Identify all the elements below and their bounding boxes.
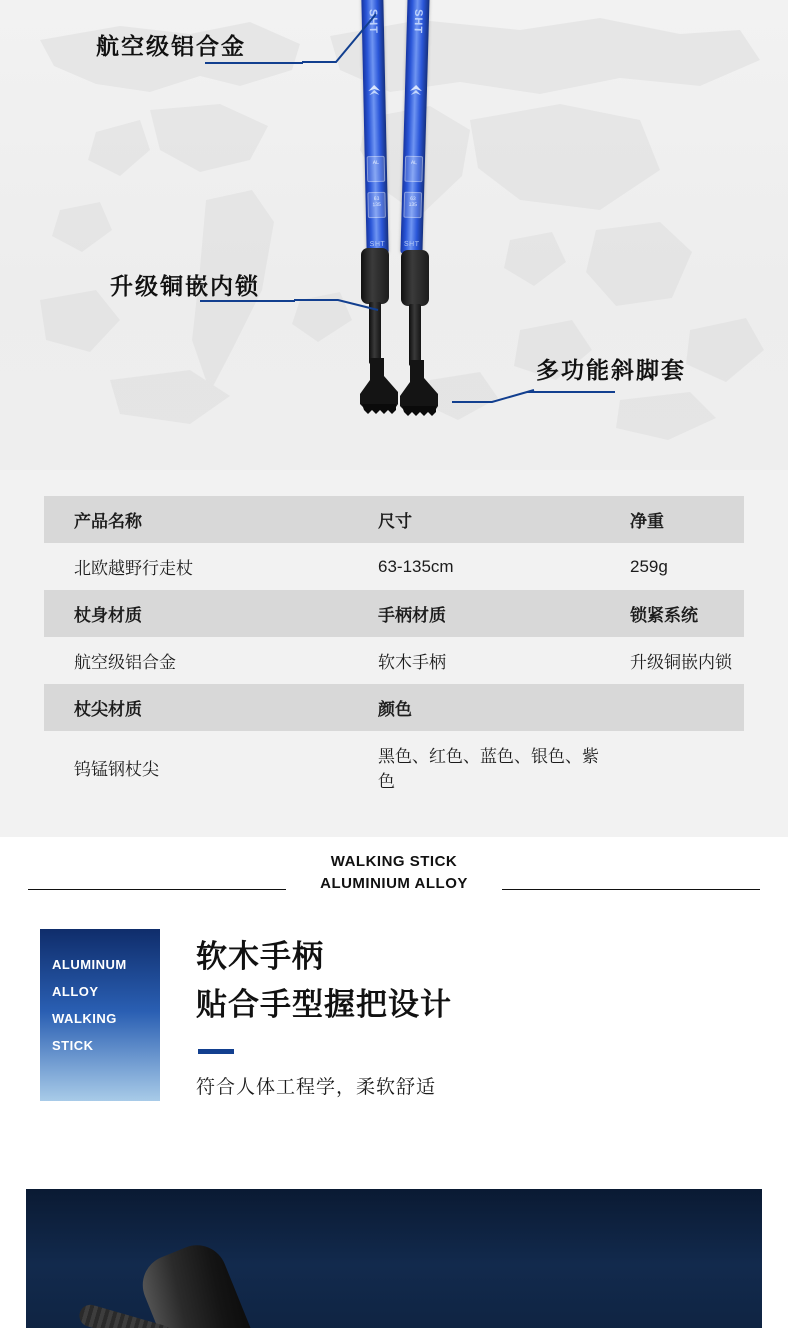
- spec-header-cell: [608, 684, 744, 731]
- pole-sticker-upper: AL: [367, 156, 386, 182]
- specs-section: [0, 470, 788, 837]
- pole-brand-label: SHT: [366, 8, 380, 35]
- pole-brand-label-2: SHT: [411, 8, 425, 35]
- spec-value-cell: 259g: [630, 556, 668, 576]
- callout-connector-1: [300, 6, 380, 68]
- swatch-line-4: STICK: [52, 1038, 94, 1053]
- spec-header-cell: 杖身材质: [44, 590, 354, 637]
- spec-header-cell: 产品名称: [44, 496, 354, 543]
- spec-value-cell: 钨锰钢杖尖: [74, 759, 159, 779]
- callout-connector-2: [292, 284, 382, 318]
- bird-icon-2: [409, 82, 423, 100]
- spec-header-cell: 手柄材质: [354, 590, 608, 637]
- table-row: [44, 590, 744, 637]
- callout-line-2: [200, 300, 295, 302]
- spec-header-cell: 净重: [608, 496, 744, 543]
- callout-aluminum-alloy: 航空级铝合金: [96, 33, 246, 59]
- section-subtitle: 符合人体工程学，柔软舒适: [196, 1077, 437, 1098]
- section-heading-line1: 软木手柄: [196, 939, 324, 974]
- rubber-foot-right: [394, 360, 442, 416]
- swatch-line-1: ALUMINUM: [52, 957, 127, 972]
- pole-sticker-lower-2: 63 135: [403, 192, 422, 218]
- english-title-line2: ALUMINIUM ALLOY: [320, 875, 468, 892]
- cork-handle-section: [0, 837, 788, 1167]
- spec-header-cell: 尺寸: [354, 496, 608, 543]
- spec-value-cell: 63-135cm: [378, 556, 454, 576]
- spec-value-cell: 北欧越野行走杖: [74, 559, 193, 578]
- callout-multi-foot: 多功能斜脚套: [536, 357, 686, 383]
- handle-photo: [26, 1189, 762, 1328]
- spec-header-cell: 颜色: [354, 684, 608, 731]
- spec-header-cell: 杖尖材质: [44, 684, 354, 731]
- accent-bar: [198, 1049, 234, 1054]
- divider-right: [502, 889, 760, 890]
- spec-value-cell: 软木手柄: [378, 653, 446, 672]
- section-heading-line2: 贴合手型握把设计: [196, 987, 452, 1022]
- callout-line-3: [527, 391, 615, 393]
- table-row: [44, 637, 744, 684]
- hero-section: [0, 0, 788, 470]
- lock-mechanism-right: [401, 250, 429, 306]
- pole-right: [400, 0, 429, 254]
- gradient-swatch: [40, 929, 160, 1101]
- spec-value-cell: [608, 731, 744, 803]
- table-row: [44, 496, 744, 543]
- table-row: [44, 731, 744, 803]
- pole-tip-mark-2: SHT: [403, 240, 420, 249]
- swatch-line-3: WALKING: [52, 1011, 117, 1026]
- cork-grip-image: [134, 1208, 339, 1328]
- pole-sticker-upper-2: AL: [404, 156, 423, 182]
- spec-value-cell: 黑色、红色、蓝色、银色、紫色: [378, 747, 599, 791]
- spec-table: [44, 496, 744, 803]
- pole-sticker-lower: 63 135: [367, 192, 386, 218]
- lower-shaft-right: [409, 304, 421, 366]
- table-row: [44, 543, 744, 590]
- spec-value-cell: 升级铜嵌内锁: [630, 653, 732, 672]
- bird-icon: [367, 82, 381, 100]
- callout-connector-3: [452, 376, 538, 406]
- spec-value-cell: 航空级铝合金: [74, 653, 176, 672]
- spec-header-cell: 锁紧系统: [608, 590, 744, 637]
- swatch-line-2: ALLOY: [52, 984, 99, 999]
- pole-tip-mark: SHT: [369, 240, 386, 249]
- divider-left: [28, 889, 286, 890]
- callout-line-1: [205, 62, 303, 64]
- grip-body: [134, 1236, 270, 1328]
- callout-copper-lock: 升级铜嵌内锁: [110, 273, 260, 299]
- english-title-line1: WALKING STICK: [330, 853, 458, 870]
- table-row: [44, 684, 744, 731]
